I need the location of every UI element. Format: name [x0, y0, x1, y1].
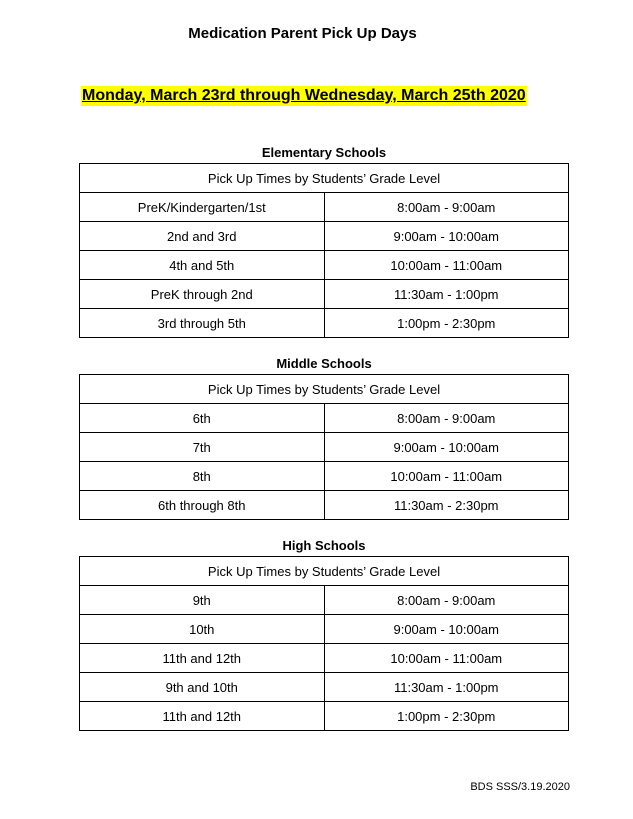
table-row [80, 193, 569, 222]
time-cell: 11:30am - 2:30pm [324, 491, 569, 520]
grade-cell: 7th [80, 433, 325, 462]
time-cell: 11:30am - 1:00pm [324, 673, 569, 702]
time-cell: 8:00am - 9:00am [324, 586, 569, 615]
table-header-cell: Pick Up Times by Students’ Grade Level [80, 375, 569, 404]
grade-cell: 6th [80, 404, 325, 433]
grade-cell: 4th and 5th [80, 251, 325, 280]
table-row [80, 615, 569, 644]
table-row [80, 644, 569, 673]
grade-cell: 9th [80, 586, 325, 615]
grade-cell: 3rd through 5th [80, 309, 325, 338]
time-cell: 1:00pm - 2:30pm [324, 702, 569, 731]
table-row [80, 404, 569, 433]
grade-cell: 9th and 10th [80, 673, 325, 702]
footer-reference: BDS SSS/3.19.2020 [470, 781, 570, 793]
table-row [80, 309, 569, 338]
table-row [80, 491, 569, 520]
time-cell: 10:00am - 11:00am [324, 644, 569, 673]
table-header-cell: Pick Up Times by Students’ Grade Level [80, 164, 569, 193]
section-title-elementary: Elementary Schools [261, 145, 387, 160]
table-row [80, 251, 569, 280]
table-row [80, 433, 569, 462]
document-title: Medication Parent Pick Up Days [188, 25, 417, 42]
grade-cell: 6th through 8th [80, 491, 325, 520]
time-cell: 10:00am - 11:00am [324, 462, 569, 491]
time-cell: 9:00am - 10:00am [324, 615, 569, 644]
table-header-cell: Pick Up Times by Students’ Grade Level [80, 557, 569, 586]
section-title-middle: Middle Schools [276, 356, 372, 371]
table-row [80, 586, 569, 615]
schedule-table-elementary [79, 163, 569, 338]
grade-cell: 2nd and 3rd [80, 222, 325, 251]
time-cell: 9:00am - 10:00am [324, 222, 569, 251]
time-cell: 8:00am - 9:00am [324, 404, 569, 433]
table-header-row [80, 164, 569, 193]
grade-cell: 8th [80, 462, 325, 491]
table-header-row [80, 375, 569, 404]
table-header-row [80, 557, 569, 586]
grade-cell: 11th and 12th [80, 702, 325, 731]
grade-cell: 11th and 12th [80, 644, 325, 673]
grade-cell: PreK through 2nd [80, 280, 325, 309]
time-cell: 11:30am - 1:00pm [324, 280, 569, 309]
table-row [80, 222, 569, 251]
grade-cell: 10th [80, 615, 325, 644]
date-range-highlight: Monday, March 23rd through Wednesday, March 25th 2020 [82, 87, 526, 104]
schedule-table-high [79, 556, 569, 731]
table-row [80, 462, 569, 491]
section-title-high: High Schools [282, 538, 366, 553]
table-row [80, 702, 569, 731]
time-cell: 1:00pm - 2:30pm [324, 309, 569, 338]
time-cell: 9:00am - 10:00am [324, 433, 569, 462]
table-row [80, 280, 569, 309]
grade-cell: PreK/Kindergarten/1st [80, 193, 325, 222]
table-row [80, 673, 569, 702]
time-cell: 10:00am - 11:00am [324, 251, 569, 280]
time-cell: 8:00am - 9:00am [324, 193, 569, 222]
schedule-table-middle [79, 374, 569, 520]
